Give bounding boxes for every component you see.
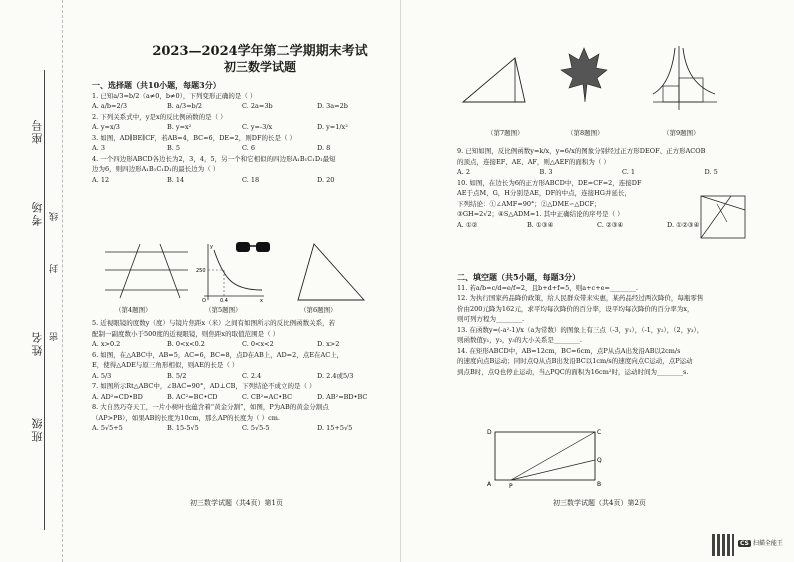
scanner-watermark [738,538,783,547]
q10-option-d: D. ①②③④ [667,220,700,229]
fig14-label-p: P [509,483,513,490]
question-6-line2: E，使得△ADE与原三角形相似，则AE的长是（ ） [92,361,239,369]
scanner-name: 扫描全能王 [752,540,783,547]
class-label: 班级 [31,416,44,442]
q6-option-d: D. 2.4或5/3 [317,371,354,380]
fig14-label-d: D [487,429,492,436]
q10-options [457,220,737,231]
q2-option-b: B. y=x² [167,123,192,131]
fig8-caption: （第8题图） [567,129,604,137]
q6-options [92,371,392,382]
question-12-line2: 价由200元降为162元，求平均每次降价的百分率，设平均每次降价的百分率为x， [457,304,694,313]
fig14-label-c: C [597,429,602,436]
q7-options [92,392,392,403]
q1-option-b: B. a/3=b/2 [167,102,203,110]
question-7: 7. 如图所示Rt△ABC中，∠BAC=90°，AD⊥CB，下列结论不成立的是（ ） [92,382,316,390]
q3-option-d: D. 8 [317,144,331,152]
scanner-badge: CS [740,540,749,547]
q1-options [92,101,392,112]
q3-option-a: A. 3 [92,144,105,152]
question-10-line3: 下列结论：①∠AMF=90°；②△DME∽△DCF； [457,199,601,208]
seal-char-seal: 封 [50,262,60,273]
page2-footer: 初三数学试题（共4页）第2页 [553,499,646,507]
question-3: 3. 如图，AD∥BE∥CF，若AB=4，BC=6，DE=2，则DF的长是（ ） [92,133,297,142]
figure-q10-square [697,192,749,242]
q8-option-d: D. 15+5√5 [317,424,353,432]
name-label: 姓名 [31,330,44,356]
page1-footer: 初三数学试题（共4页）第1页 [190,499,283,507]
q6-option-a: A. 5/3 [92,371,112,380]
question-11: 11. 若a/b=c/d=e/f=2，且b+d+f=5，则a+c+e=________. [457,283,639,292]
q10-option-c: C. ②③④ [597,220,624,229]
q4-options [92,175,392,186]
q5-option-c: C. 0<x<2 [242,340,274,348]
question-14-line1: 14. 在矩形ABCD中，AB=12cm，BC=6cm，点P从点A出发沿AB以2cm/s [457,346,681,355]
question-5-line2: 配制一副度数小于500度的近视眼镜，则焦距x的取值范围是（ ） [92,329,280,338]
q5-option-d: D. x>2 [317,340,340,348]
question-10-line2: AE于点M，G，H分别是AE，DF的中点，连接HG并延长， [457,189,631,197]
q7-option-d: D. AB²=BD•BC [317,392,368,401]
fig6-caption: （第6题图） [300,306,337,314]
seal-char-secret: 密 [50,330,60,341]
q1-option-c: C. 2a=3b [242,102,273,110]
question-2: 2. 下列关系式中，y是x的反比例函数的是（ ） [92,112,227,121]
fig5-origin: O [202,298,206,302]
qr-code-icon [712,534,734,556]
question-9-line1: 9. 已知如图，反比例函数y=k/x，y=6/x的图象分别经过正方形DEOF、正方形ACOB [457,147,706,155]
section1-heading: 一、选择题（共10小题，每题3分） [92,80,221,90]
q9-option-b: B. 3 [539,168,553,176]
figure-q4-parallel-lines [100,240,190,302]
q10-option-b: B. ①③④ [527,220,554,229]
q7-option-a: A. AD²=CD•BD [92,392,143,401]
figure-q9-hyperbola-squares [649,44,719,112]
question-4-line2: 边为6，则四边形A₁B₁C₁D₁的最长边为（ ） [92,165,220,173]
glasses-icon [234,238,274,258]
q2-option-d: D. y=1/x² [317,123,348,131]
question-10-line1: 10. 如图，在边长为6的正方形ABCD中，DE=CF=2，连接DF [457,178,642,187]
q4-option-d: D. 20 [317,175,335,184]
question-8-line2: （AP>PB），如果AB的长度为10cm，那么AP的长度为（ ）cm. [92,413,280,422]
q5-option-a: A. x>0.2 [92,340,121,348]
exam-subtitle: 初三数学试题 [223,60,296,74]
fig5-tick-250: 250 [196,268,206,274]
q2-option-a: A. y=x/3 [92,123,120,131]
seat-label: 座号 [31,118,44,144]
fig5-tick-04: 0.4 [220,298,228,302]
q9-option-a: A. 2 [457,168,470,176]
q9-option-d: D. 5 [704,168,718,176]
fig9-caption: （第9题图） [663,129,700,137]
q3-options [92,143,392,154]
q2-options [92,122,392,133]
q8-option-a: A. 5√5+5 [92,424,123,432]
question-10-line4: ③GH=2√2；④S△ADM=1. 其中正确结论的序号是（ ） [457,210,624,218]
question-8-line1: 8. 大自然巧夺天工，一片小树叶也蕴含着“黄金分割”，如图，P为AB的黄金分割点 [92,403,329,411]
exam-page-2 [400,0,794,562]
figure-q14-rectangle [485,424,605,490]
q8-option-b: B. 15-5√5 [167,424,199,432]
q2-option-c: C. y=-3/x [242,123,273,131]
q4-option-a: A. 12 [92,175,110,184]
fig14-label-q: Q [597,457,602,464]
section2-heading: 二、填空题（共5小题，每题3分） [457,272,581,282]
question-5-line1: 5. 近视眼镜的度数y（度）与镜片焦距x（米）之间有如图所示的反比例函数关系，若 [92,319,336,327]
q1-option-a: A. a/b=2/3 [92,102,127,110]
q4-option-c: C. 18 [242,175,260,184]
q8-option-c: C. 5√5-5 [242,424,270,432]
question-12-line1: 12. 为执行国家药品降价政策，给人民群众带来实惠，某药品经过两次降价，每瓶零售 [457,294,704,302]
q6-option-c: C. 2.4 [242,371,262,380]
question-14-line2: 的速度向点B运动；同时点Q从点B出发沿BC以1cm/s的速度向点C运动，点P运动 [457,357,693,365]
section-fill [457,272,787,377]
maple-leaf-icon [559,44,609,108]
q9-options [457,167,787,178]
q10-option-a: A. ①② [457,220,478,229]
q3-option-c: C. 6 [242,144,256,152]
figure-q6-triangle [292,238,372,304]
q7-option-c: C. CB²=AC•BC [242,392,293,401]
q8-options [92,423,392,434]
seal-char-line: 线 [50,210,60,221]
q6-option-b: B. 5/2 [167,371,187,380]
fig7-caption: （第7题图） [487,129,524,137]
section-choice [92,80,392,185]
question-6-line1: 6. 如图，在△ABC中，AB=5，AC=6，BC=8，点D在AB上，AD=2，点E在AC上， [92,350,344,359]
exam-room-label: 考场 [31,200,44,226]
fig5-y-label: y [210,244,213,250]
question-13-line1: 13. 在函数y=(-a²-1)/x（a为常数）的图象上有三点（-3，y₁），（-1，y₂），（2，y₃）， [457,325,704,334]
question-1: 1. 已知a/3=b/2（a≠0，b≠0），下列变形正确的是（ ） [92,91,257,100]
exam-title: 2023—2024学年第二学期期末考试 [152,44,368,59]
fig14-label-b: B [597,481,602,488]
fig4-caption: （第4题图） [115,306,152,314]
question-9-line2: 的顶点，连接EF、AE、AF，则△AEF的面积为（ ） [457,157,610,166]
q7-option-b: B. AC²=BC•CD [167,392,218,401]
question-4-line1: 4. 一个四边形ABCD各边长为2，3，4，5，另一个和它相似的四边形A₁B₁C₁D₁最短 [92,154,336,163]
figure-q7-right-triangle [459,52,529,108]
q1-option-d: D. 3a=2b [317,102,348,110]
section-choice-cont [92,318,392,434]
q5-options [92,339,392,350]
q9-option-c: C. 1 [622,168,636,176]
fig5-caption: （第5题图） [205,306,242,314]
fig14-label-a: A [487,481,492,488]
q3-option-b: B. 5 [167,144,181,152]
q4-option-b: B. 14 [167,175,185,184]
question-14-line3: 到点B时，点Q也停止运动，当△PQC的面积为16cm²时，运动时间为________s. [457,367,689,376]
binding-margin [0,0,63,562]
question-12-line3: 则可列方程为________. [457,315,525,323]
fig5-x-label: x [260,298,263,302]
question-13-line2: 则函数值y₁，y₂，y₃的大小关系是________. [457,336,582,344]
q5-option-b: B. 0<x<0.2 [167,340,205,348]
